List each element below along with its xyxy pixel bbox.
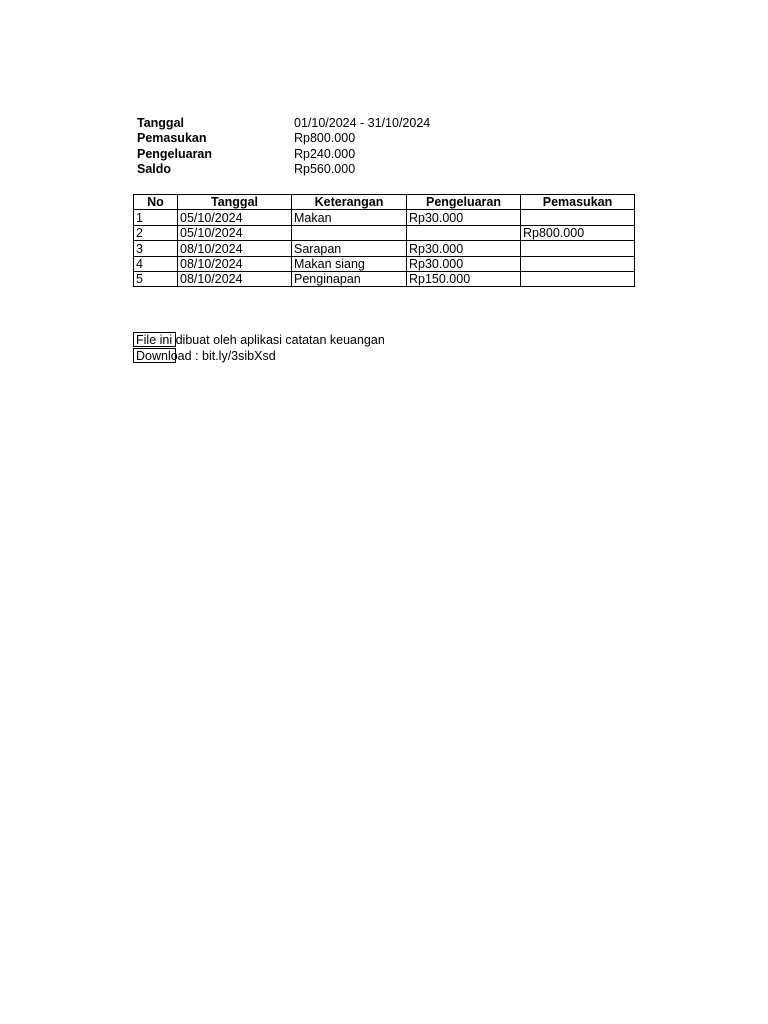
summary-label: Tanggal — [137, 116, 184, 130]
summary-value: Rp240.000 — [294, 146, 356, 161]
cell-pengeluaran: Rp30.000 — [407, 241, 521, 256]
table-header-row — [134, 195, 635, 210]
transactions-table — [133, 194, 635, 287]
header-pemasukan: Pemasukan — [521, 195, 635, 210]
cell-no: 2 — [134, 225, 178, 240]
header-pengeluaran: Pengeluaran — [407, 195, 521, 210]
cell-pemasukan: Rp800.000 — [521, 225, 635, 240]
cell-keterangan: Sarapan — [292, 241, 407, 256]
footer-credit-text: File ini dibuat oleh aplikasi catatan keuangan — [136, 333, 385, 347]
cell-tanggal: 05/10/2024 — [178, 210, 292, 225]
cell-pengeluaran: Rp30.000 — [407, 256, 521, 271]
cell-keterangan: Makan — [292, 210, 407, 225]
cell-no: 4 — [134, 256, 178, 271]
summary-row-pengeluaran — [137, 147, 430, 162]
header-keterangan: Keterangan — [292, 195, 407, 210]
summary-label: Saldo — [137, 161, 172, 176]
cell-pemasukan — [521, 271, 635, 286]
table-row — [134, 225, 635, 240]
summary-label: Pemasukan — [137, 131, 207, 146]
cell-keterangan — [292, 225, 407, 240]
cell-no: 3 — [134, 241, 178, 256]
cell-pemasukan — [521, 210, 635, 225]
cell-tanggal: 08/10/2024 — [178, 241, 292, 256]
summary-value: 01/10/2024 - 31/10/2024 — [294, 116, 431, 130]
footer-note — [133, 332, 385, 364]
cell-keterangan: Penginapan — [292, 271, 407, 286]
summary-section — [137, 116, 430, 177]
summary-row-pemasukan — [137, 131, 430, 146]
table-row — [134, 256, 635, 271]
summary-value: Rp800.000 — [294, 131, 356, 146]
cell-pemasukan — [521, 256, 635, 271]
summary-value: Rp560.000 — [294, 161, 356, 176]
cell-no: 1 — [134, 210, 178, 225]
cell-pengeluaran: Rp30.000 — [407, 210, 521, 225]
cell-no: 5 — [134, 271, 178, 286]
cell-keterangan: Makan siang — [292, 256, 407, 271]
footer-download-text: Download : bit.ly/3sibXsd — [136, 349, 276, 363]
cell-border — [133, 332, 176, 347]
summary-row-tanggal — [137, 116, 430, 131]
summary-row-saldo — [137, 162, 430, 177]
cell-tanggal: 08/10/2024 — [178, 256, 292, 271]
cell-tanggal: 08/10/2024 — [178, 271, 292, 286]
header-tanggal: Tanggal — [178, 195, 292, 210]
table-row — [134, 271, 635, 286]
footer-line-download — [133, 348, 385, 364]
cell-pemasukan — [521, 241, 635, 256]
header-no: No — [134, 195, 178, 210]
cell-pengeluaran: Rp150.000 — [407, 271, 521, 286]
summary-label: Pengeluaran — [137, 146, 213, 161]
cell-tanggal: 05/10/2024 — [178, 225, 292, 240]
table-row — [134, 241, 635, 256]
cell-pengeluaran — [407, 225, 521, 240]
cell-border — [133, 348, 176, 363]
table-row — [134, 210, 635, 225]
footer-line-credit — [133, 332, 385, 348]
